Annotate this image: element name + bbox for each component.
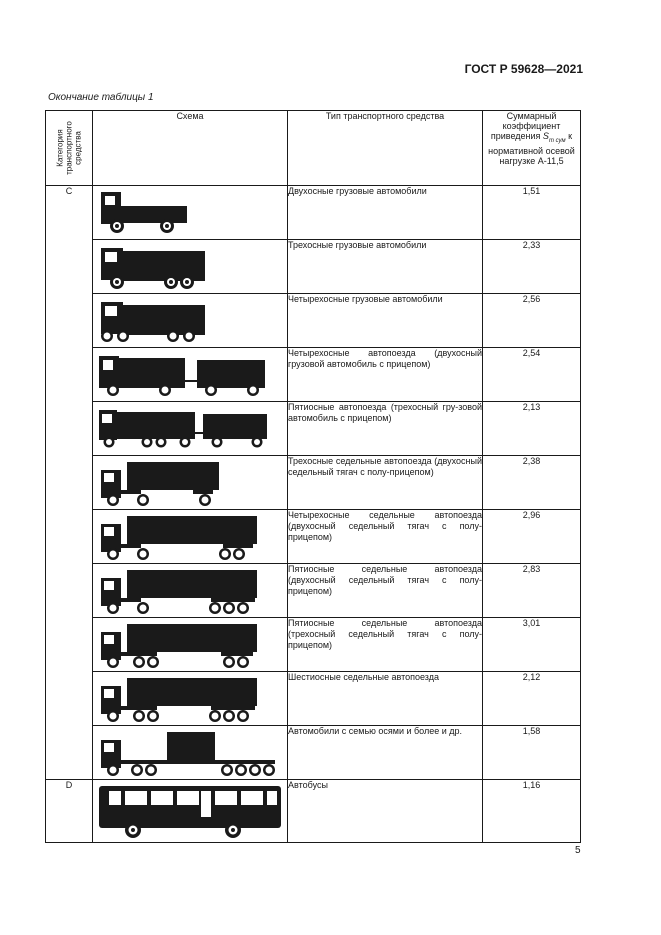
vehicle-type: Пятиосные седельные автопоезда (трехосный седельный тягач с полу-прицепом) — [288, 618, 483, 672]
six-axle-semi-trailer-icon — [93, 672, 288, 725]
scheme-cell — [93, 726, 288, 780]
table-row — [46, 618, 581, 672]
vehicle-type: Трехосные седельные автопоезда (двухосный седельный тягач с полу-прицепом) — [288, 456, 483, 510]
coefficient-value: 2,96 — [483, 510, 581, 564]
three-axle-truck-icon — [93, 240, 288, 293]
coefficient-value: 2,56 — [483, 294, 581, 348]
coefficient-value: 2,83 — [483, 564, 581, 618]
table-row — [46, 186, 581, 240]
table-row — [46, 456, 581, 510]
vehicle-type: Трехосные грузовые автомобили — [288, 240, 483, 294]
scheme-cell — [93, 456, 288, 510]
header-type: Тип транспортного средства — [288, 111, 483, 186]
vehicle-type: Двухосные грузовые автомобили — [288, 186, 483, 240]
vehicle-table — [45, 110, 581, 843]
scheme-cell — [93, 348, 288, 402]
five-axle-semi-trailer-icon — [93, 564, 288, 617]
category-cell: C — [46, 186, 93, 780]
four-axle-road-train-icon — [93, 348, 288, 401]
table-row — [46, 402, 581, 456]
four-axle-semi-trailer-icon — [93, 510, 288, 563]
two-axle-truck-icon — [93, 186, 288, 239]
coefficient-value: 2,33 — [483, 240, 581, 294]
coefficient-value: 2,54 — [483, 348, 581, 402]
coefficient-value: 3,01 — [483, 618, 581, 672]
table-row — [46, 348, 581, 402]
table-row — [46, 564, 581, 618]
document-code: ГОСТ Р 59628—2021 — [464, 62, 583, 76]
scheme-cell — [93, 186, 288, 240]
scheme-cell — [93, 618, 288, 672]
header-category: Категория транспортного средства — [46, 111, 93, 186]
table-row — [46, 726, 581, 780]
coefficient-value: 1,51 — [483, 186, 581, 240]
coefficient-value: 1,16 — [483, 780, 581, 843]
table-row — [46, 240, 581, 294]
scheme-cell — [93, 510, 288, 564]
five-axle-three-axle-tractor-icon — [93, 618, 288, 671]
scheme-cell — [93, 672, 288, 726]
coefficient-value: 1,58 — [483, 726, 581, 780]
coefficient-value: 2,13 — [483, 402, 581, 456]
vehicle-type: Пятиосные седельные автопоезда (двухосный седельный тягач с полу-прицепом) — [288, 564, 483, 618]
category-cell: D — [46, 780, 93, 843]
header-coefficient: Суммарный коэффициент приведения $S_{m сум}$ к нормативной осевой нагрузке А-11,5 — [483, 111, 581, 186]
table-row — [46, 780, 581, 843]
coefficient-value: 2,38 — [483, 456, 581, 510]
vehicle-type: Шестиосные седельные автопоезда — [288, 672, 483, 726]
scheme-cell — [93, 564, 288, 618]
vehicle-type: Четырехосные седельные автопоезда (двухосный седельный тягач с полу-прицепом) — [288, 510, 483, 564]
scheme-cell — [93, 402, 288, 456]
table-caption: Окончание таблицы 1 — [48, 92, 154, 103]
scheme-cell — [93, 294, 288, 348]
seven-axle-truck-icon — [93, 726, 288, 779]
vehicle-type: Четырехосные автопоезда (двухосный грузовой автомобиль с прицепом) — [288, 348, 483, 402]
vehicle-type: Автобусы — [288, 780, 483, 843]
four-axle-truck-icon — [93, 294, 288, 347]
bus-icon — [93, 780, 288, 842]
three-axle-semi-trailer-icon — [93, 456, 288, 509]
vehicle-type: Пятиосные автопоезда (трехосный гру-зовой автомобиль с прицепом) — [288, 402, 483, 456]
page-number: 5 — [575, 845, 581, 856]
header-scheme: Схема — [93, 111, 288, 186]
table-row — [46, 294, 581, 348]
five-axle-road-train-icon — [93, 402, 288, 455]
scheme-cell — [93, 240, 288, 294]
vehicle-type: Четырехосные грузовые автомобили — [288, 294, 483, 348]
table-header-row — [46, 111, 581, 186]
vehicle-type: Автомобили с семью осями и более и др. — [288, 726, 483, 780]
table-row — [46, 510, 581, 564]
coefficient-value: 2,12 — [483, 672, 581, 726]
table-row — [46, 672, 581, 726]
scheme-cell — [93, 780, 288, 843]
